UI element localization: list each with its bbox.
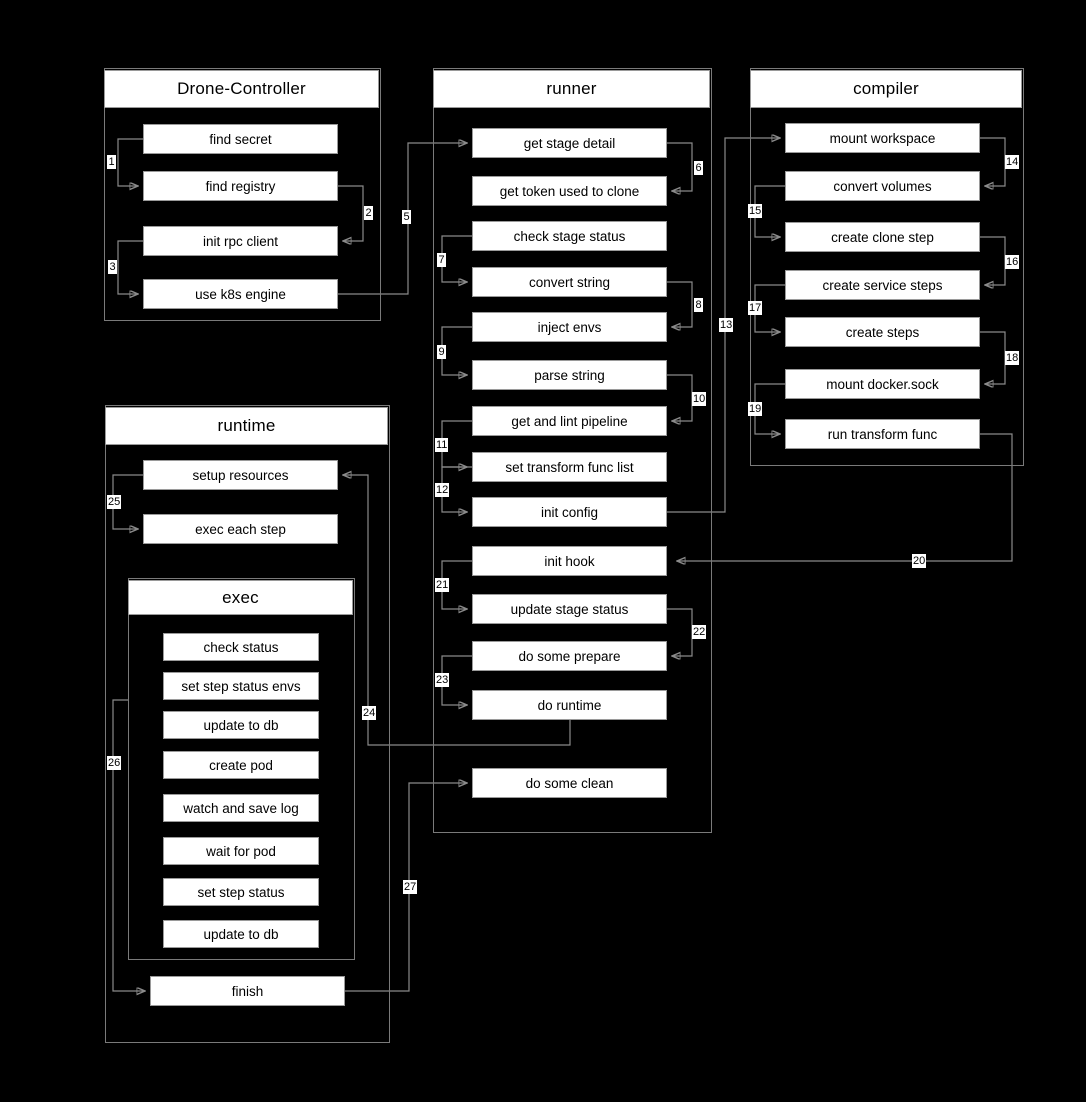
edge-label-11: 11 bbox=[436, 438, 448, 451]
node-parse-string[interactable]: parse string bbox=[472, 360, 667, 390]
group-title-exec: exec bbox=[128, 580, 353, 615]
node-init-config[interactable]: init config bbox=[472, 497, 667, 527]
edge-label-12: 12 bbox=[436, 483, 449, 496]
edge-label-7: 7 bbox=[438, 253, 445, 266]
group-title-compiler: compiler bbox=[750, 70, 1022, 108]
node-check-stage-status[interactable]: check stage status bbox=[472, 221, 667, 251]
edge-label-21: 21 bbox=[436, 578, 449, 591]
node-find-secret[interactable]: find secret bbox=[143, 124, 338, 154]
node-create-clone-step[interactable]: create clone step bbox=[785, 222, 980, 252]
edge-label-15: 15 bbox=[749, 204, 762, 217]
edge-label-14: 14 bbox=[1006, 155, 1019, 168]
edge-label-10: 10 bbox=[693, 392, 706, 405]
edge-label-13: 13 bbox=[720, 318, 733, 331]
node-use-k8s-engine[interactable]: use k8s engine bbox=[143, 279, 338, 309]
node-create-service-steps[interactable]: create service steps bbox=[785, 270, 980, 300]
edge-label-26: 26 bbox=[108, 756, 121, 769]
group-title-drone-controller: Drone-Controller bbox=[104, 70, 379, 108]
node-update-to-db-2[interactable]: update to db bbox=[163, 920, 319, 948]
node-set-step-status-envs[interactable]: set step status envs bbox=[163, 672, 319, 700]
edge-label-3: 3 bbox=[109, 260, 116, 273]
node-do-some-clean[interactable]: do some clean bbox=[472, 768, 667, 798]
edge-label-17: 17 bbox=[749, 301, 762, 314]
group-title-runner: runner bbox=[433, 70, 710, 108]
node-check-status[interactable]: check status bbox=[163, 633, 319, 661]
edge-label-23: 23 bbox=[436, 673, 449, 686]
node-mount-workspace[interactable]: mount workspace bbox=[785, 123, 980, 153]
edge-label-5: 5 bbox=[403, 210, 410, 223]
node-init-rpc-client[interactable]: init rpc client bbox=[143, 226, 338, 256]
node-convert-volumes[interactable]: convert volumes bbox=[785, 171, 980, 201]
edge-label-16: 16 bbox=[1006, 255, 1019, 268]
edge-label-6: 6 bbox=[695, 161, 702, 174]
node-update-stage-status[interactable]: update stage status bbox=[472, 594, 667, 624]
edge-label-20: 20 bbox=[913, 554, 926, 567]
node-do-runtime[interactable]: do runtime bbox=[472, 690, 667, 720]
edge-label-2: 2 bbox=[365, 206, 372, 219]
edge-label-1: 1 bbox=[108, 155, 115, 168]
node-wait-for-pod[interactable]: wait for pod bbox=[163, 837, 319, 865]
node-init-hook[interactable]: init hook bbox=[472, 546, 667, 576]
node-run-transform-func[interactable]: run transform func bbox=[785, 419, 980, 449]
node-create-pod[interactable]: create pod bbox=[163, 751, 319, 779]
node-create-steps[interactable]: create steps bbox=[785, 317, 980, 347]
node-finish[interactable]: finish bbox=[150, 976, 345, 1006]
node-get-and-lint-pipeline[interactable]: get and lint pipeline bbox=[472, 406, 667, 436]
node-update-to-db-1[interactable]: update to db bbox=[163, 711, 319, 739]
edge-label-18: 18 bbox=[1006, 351, 1019, 364]
node-do-some-prepare[interactable]: do some prepare bbox=[472, 641, 667, 671]
node-get-stage-detail[interactable]: get stage detail bbox=[472, 128, 667, 158]
node-get-token-used-to-clone[interactable]: get token used to clone bbox=[472, 176, 667, 206]
node-inject-envs[interactable]: inject envs bbox=[472, 312, 667, 342]
edge-label-24: 24 bbox=[363, 706, 376, 719]
edge-label-25: 25 bbox=[108, 495, 121, 508]
node-setup-resources[interactable]: setup resources bbox=[143, 460, 338, 490]
edge-label-27: 27 bbox=[404, 880, 417, 893]
node-convert-string[interactable]: convert string bbox=[472, 267, 667, 297]
group-title-runtime: runtime bbox=[105, 407, 388, 445]
edge-label-8: 8 bbox=[695, 298, 702, 311]
node-set-transform-func-list[interactable]: set transform func list bbox=[472, 452, 667, 482]
edge-label-19: 19 bbox=[749, 402, 762, 415]
node-mount-docker-sock[interactable]: mount docker.sock bbox=[785, 369, 980, 399]
edge-label-22: 22 bbox=[693, 625, 706, 638]
node-exec-each-step[interactable]: exec each step bbox=[143, 514, 338, 544]
node-watch-and-save-log[interactable]: watch and save log bbox=[163, 794, 319, 822]
edge-label-9: 9 bbox=[438, 345, 445, 358]
node-set-step-status[interactable]: set step status bbox=[163, 878, 319, 906]
node-find-registry[interactable]: find registry bbox=[143, 171, 338, 201]
